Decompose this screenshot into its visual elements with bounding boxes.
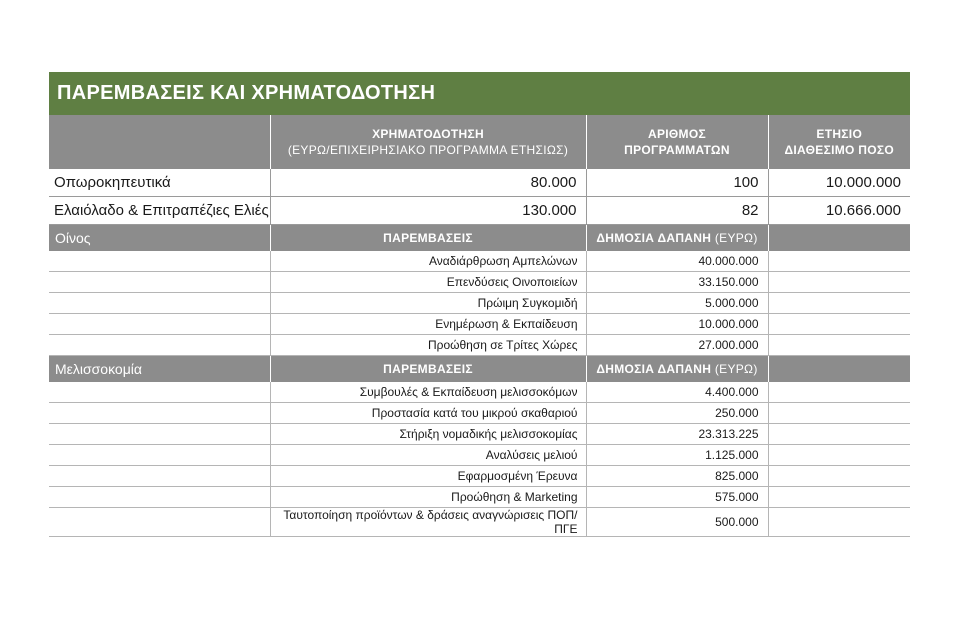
spend-unit: (ΕΥΡΩ) xyxy=(711,231,758,245)
empty-cell xyxy=(768,445,910,466)
table-row xyxy=(49,169,910,197)
empty-cell xyxy=(49,382,270,403)
header-funding-subtitle: (ΕΥΡΩ/ΕΠΙΧΕΙΡΗΣΙΑΚΟ ΠΡΟΓΡΑΜΜΑ ΕΤΗΣΙΩΣ) xyxy=(287,143,569,157)
section-header-wine xyxy=(49,225,910,252)
empty-cell xyxy=(768,293,910,314)
intervention-label: Αναλύσεις μελιού xyxy=(270,445,586,466)
annual-value: 10.666.000 xyxy=(768,197,910,225)
intervention-label: Προστασία κατά του μικρού σκαθαριού xyxy=(270,403,586,424)
section-header-beekeeping xyxy=(49,356,910,383)
section-name: Οίνος xyxy=(49,225,270,252)
header-empty-cell xyxy=(49,115,270,169)
list-item xyxy=(49,293,910,314)
intervention-label: Ενημέρωση & Εκπαίδευση xyxy=(270,314,586,335)
spend-value: 250.000 xyxy=(586,403,768,424)
intervention-label: Στήριξη νομαδικής μελισσοκομίας xyxy=(270,424,586,445)
list-item xyxy=(49,382,910,403)
list-item xyxy=(49,335,910,356)
list-item xyxy=(49,251,910,272)
empty-cell xyxy=(768,508,910,537)
header-programs xyxy=(586,115,768,169)
spend-value: 500.000 xyxy=(586,508,768,537)
empty-cell xyxy=(768,466,910,487)
empty-cell xyxy=(49,251,270,272)
list-item xyxy=(49,272,910,293)
header-funding-title: ΧΡΗΜΑΤΟΔΟΤΗΣΗ xyxy=(372,127,484,141)
funding-value: 80.000 xyxy=(270,169,586,197)
spend-value: 1.125.000 xyxy=(586,445,768,466)
empty-cell xyxy=(49,293,270,314)
spend-label: ΔΗΜΟΣΙΑ ΔΑΠΑΝΗ xyxy=(596,231,712,245)
empty-cell xyxy=(768,272,910,293)
sector-name: Ελαιόλαδο & Επιτραπέζιες Ελιές xyxy=(49,197,270,225)
spend-value: 33.150.000 xyxy=(586,272,768,293)
list-item xyxy=(49,445,910,466)
header-annual-line2: ΔΙΑΘΕΣΙΜΟ ΠΟΣΟ xyxy=(784,143,895,157)
programs-value: 100 xyxy=(586,169,768,197)
programs-value: 82 xyxy=(586,197,768,225)
sector-name: Οπωροκηπευτικά xyxy=(49,169,270,197)
annual-value: 10.000.000 xyxy=(768,169,910,197)
funding-value: 130.000 xyxy=(270,197,586,225)
list-item xyxy=(49,508,910,537)
spend-value: 825.000 xyxy=(586,466,768,487)
spend-value: 27.000.000 xyxy=(586,335,768,356)
header-row xyxy=(49,115,910,169)
list-item xyxy=(49,487,910,508)
table-title: ΠΑΡΕΜΒΑΣΕΙΣ ΚΑΙ ΧΡΗΜΑΤΟΔΟΤΗΣΗ xyxy=(49,72,910,115)
spend-value: 40.000.000 xyxy=(586,251,768,272)
section-head-interventions: ΠΑΡΕΜΒΑΣΕΙΣ xyxy=(270,356,586,383)
intervention-label: Αναδιάρθρωση Αμπελώνων xyxy=(270,251,586,272)
section-head-spend xyxy=(586,225,768,252)
empty-cell xyxy=(768,403,910,424)
empty-cell xyxy=(49,403,270,424)
empty-cell xyxy=(49,335,270,356)
intervention-label: Εφαρμοσμένη Έρευνα xyxy=(270,466,586,487)
empty-cell xyxy=(768,382,910,403)
section-head-spend xyxy=(586,356,768,383)
spend-unit: (ΕΥΡΩ) xyxy=(711,362,758,376)
empty-cell xyxy=(49,272,270,293)
intervention-label: Ταυτοποίηση προϊόντων & δράσεις αναγνώρισεις ΠΟΠ/ΠΓΕ xyxy=(270,508,586,537)
empty-cell xyxy=(768,487,910,508)
funding-table xyxy=(49,115,910,537)
empty-cell xyxy=(49,508,270,537)
empty-cell xyxy=(49,424,270,445)
intervention-label: Προώθηση σε Τρίτες Χώρες xyxy=(270,335,586,356)
list-item xyxy=(49,466,910,487)
list-item xyxy=(49,403,910,424)
section-head-empty xyxy=(768,225,910,252)
spend-label: ΔΗΜΟΣΙΑ ΔΑΠΑΝΗ xyxy=(596,362,712,376)
empty-cell xyxy=(768,314,910,335)
section-name: Μελισσοκομία xyxy=(49,356,270,383)
empty-cell xyxy=(49,466,270,487)
spend-value: 4.400.000 xyxy=(586,382,768,403)
header-funding xyxy=(270,115,586,169)
empty-cell xyxy=(49,487,270,508)
spend-value: 5.000.000 xyxy=(586,293,768,314)
intervention-label: Πρώιμη Συγκομιδή xyxy=(270,293,586,314)
spend-value: 575.000 xyxy=(586,487,768,508)
section-head-interventions: ΠΑΡΕΜΒΑΣΕΙΣ xyxy=(270,225,586,252)
intervention-label: Επενδύσεις Οινοποιείων xyxy=(270,272,586,293)
list-item xyxy=(49,314,910,335)
section-head-empty xyxy=(768,356,910,383)
header-programs-line1: ΑΡΙΘΜΟΣ xyxy=(648,127,706,141)
empty-cell xyxy=(49,445,270,466)
header-annual-amount xyxy=(768,115,910,169)
intervention-label: Προώθηση & Marketing xyxy=(270,487,586,508)
intervention-label: Συμβουλές & Εκπαίδευση μελισσοκόμων xyxy=(270,382,586,403)
table-row xyxy=(49,197,910,225)
spend-value: 23.313.225 xyxy=(586,424,768,445)
empty-cell xyxy=(768,424,910,445)
header-programs-line2: ΠΡΟΓΡΑΜΜΑΤΩΝ xyxy=(624,143,730,157)
list-item xyxy=(49,424,910,445)
header-annual-line1: ΕΤΗΣΙΟ xyxy=(816,127,863,141)
empty-cell xyxy=(49,314,270,335)
spend-value: 10.000.000 xyxy=(586,314,768,335)
empty-cell xyxy=(768,251,910,272)
empty-cell xyxy=(768,335,910,356)
funding-table-container xyxy=(49,72,910,537)
